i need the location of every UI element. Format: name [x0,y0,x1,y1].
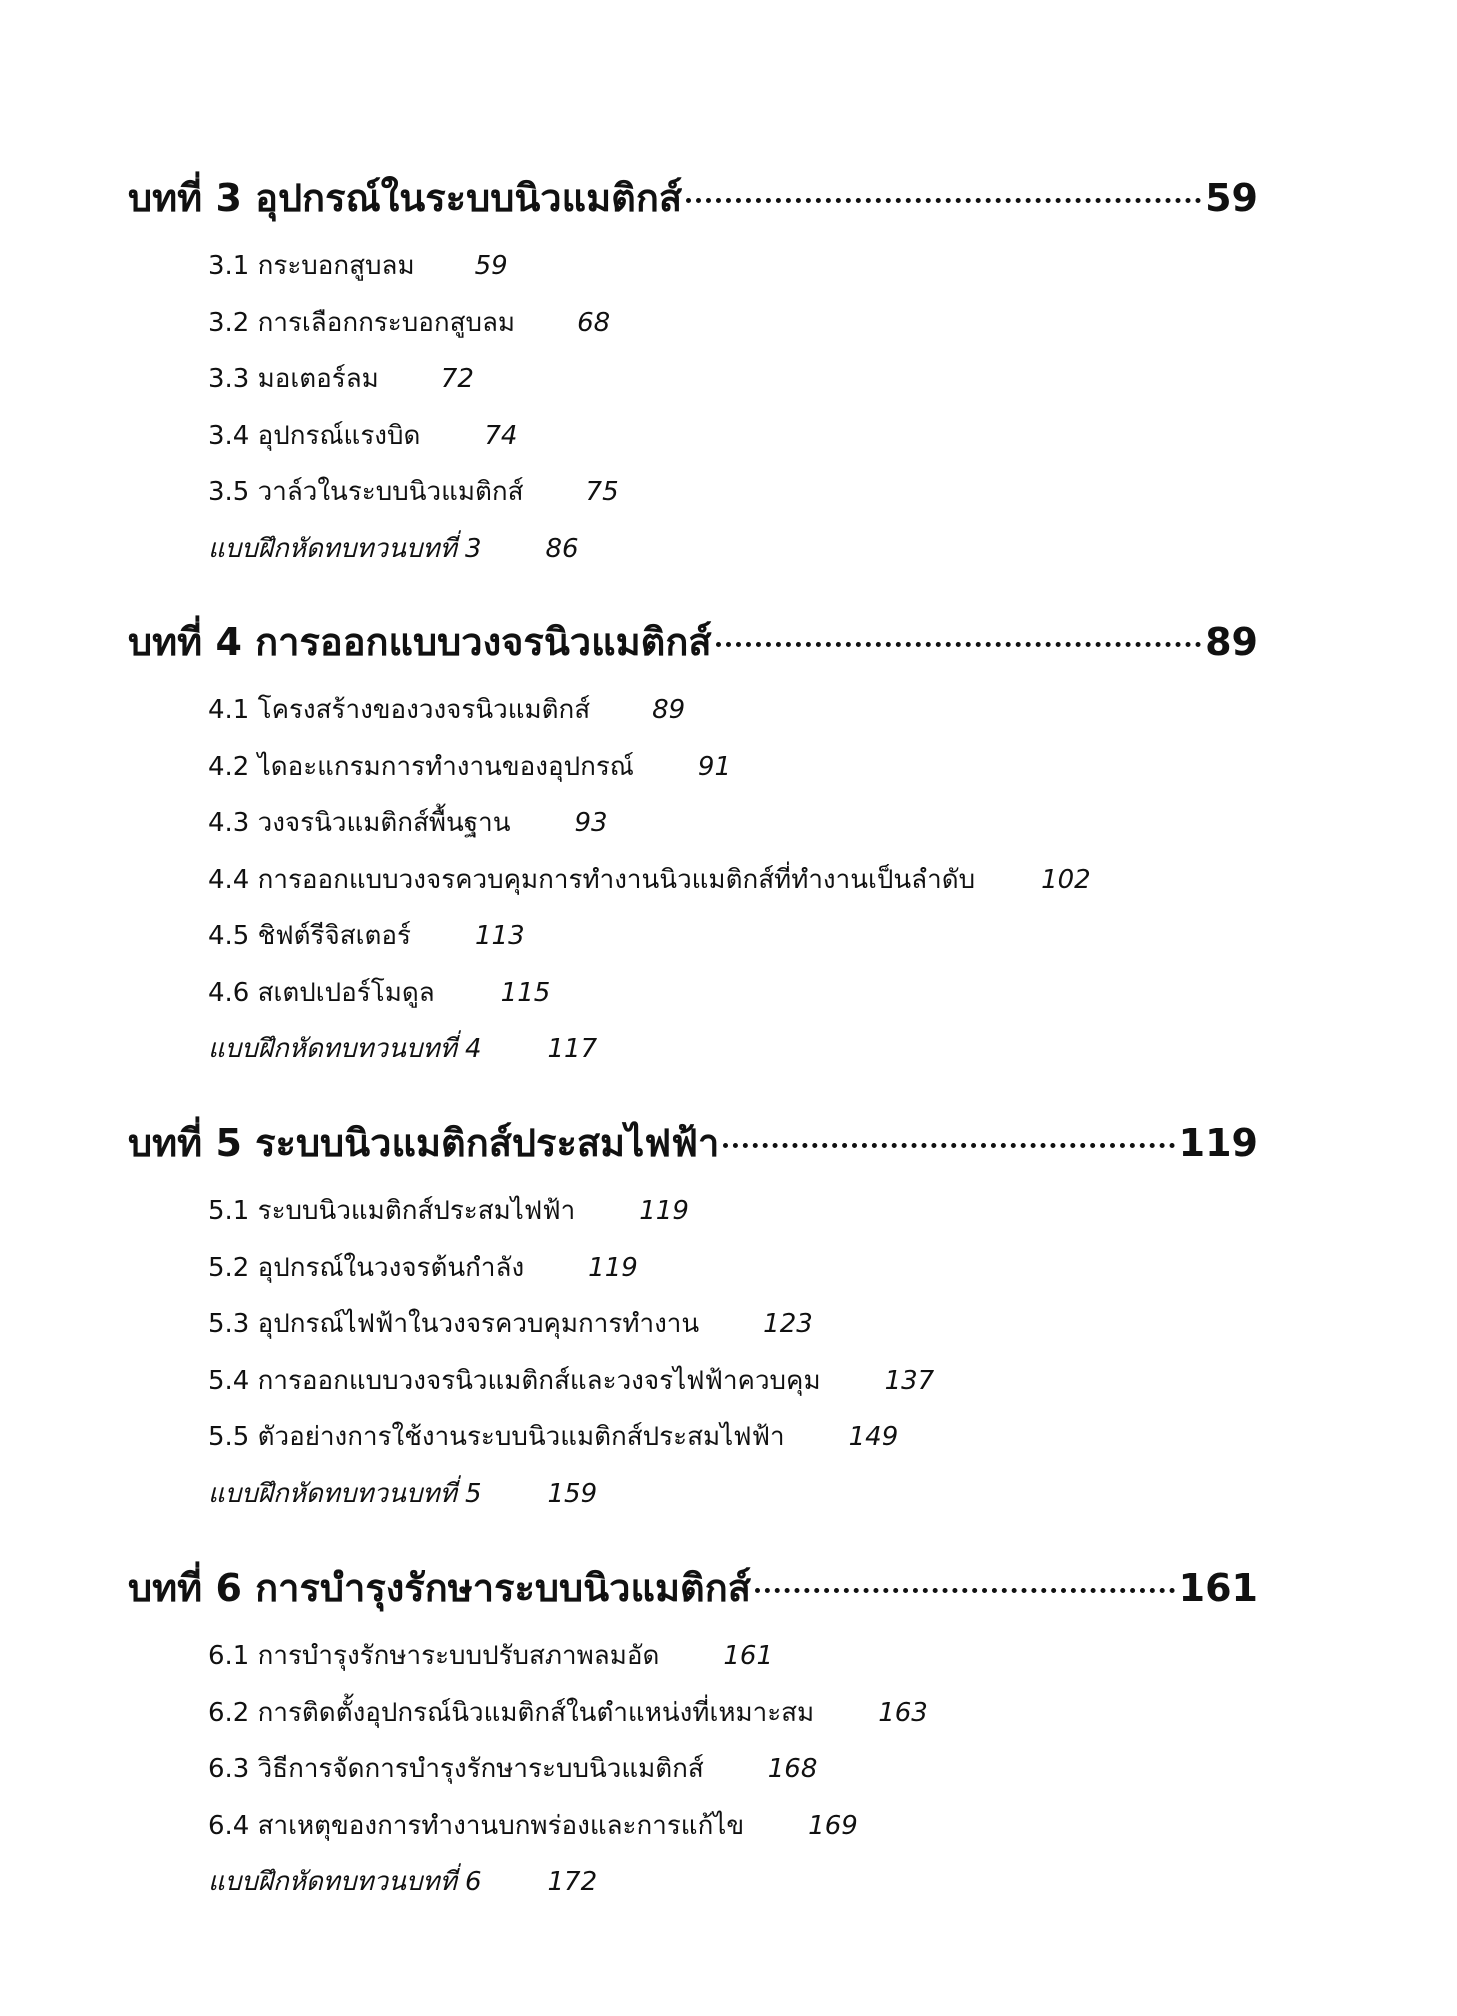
toc-entry[interactable] [208,852,1258,909]
entry-page-number: 168 [767,1754,818,1784]
chapter-entries [128,1183,1258,1522]
entry-page-number: 59 [474,251,508,281]
entry-label: 3.5 วาล์วในระบบนิวแมติกส์ [208,477,524,507]
entry-page-number: 102 [1041,864,1091,895]
entry-page-number: 123 [763,1309,813,1339]
chapter-title: บทที่ 4 การออกแบบวงจรนิวแมติกส์ [128,620,712,664]
toc-entry-exercise[interactable] [208,1854,1258,1911]
chapter-title: บทที่ 6 การบำรุงรักษาระบบนิวแมติกส์ [128,1566,751,1610]
toc-entry[interactable] [208,295,1258,352]
entry-page-number: 159 [547,1478,598,1509]
entry-page-number: 86 [545,533,579,564]
toc-entry[interactable] [208,1183,1258,1240]
entry-page-number: 75 [585,477,619,507]
chapter-heading[interactable] [128,1558,1258,1618]
toc-entry[interactable] [208,682,1258,739]
toc-entry[interactable] [208,1296,1258,1353]
entry-page-number: 119 [639,1196,689,1226]
toc-entry[interactable] [208,1685,1258,1742]
entry-label: แบบฝึกหัดทบทวนบทที่ 6 [208,1867,482,1897]
entry-page-number: 117 [547,1034,598,1064]
entry-label: 6.3 วิธีการจัดการบำรุงรักษาระบบนิวแมติกส์ [208,1754,704,1784]
entry-label: 4.4 การออกแบบวงจรควบคุมการทำงานนิวแมติกส์ที่ทำงานเป็นลำดับ [208,864,976,895]
chapter-entries [128,238,1258,577]
toc-entry[interactable] [208,1628,1258,1685]
entry-label: 4.2 ไดอะแกรมการทำงานของอุปกรณ์ [208,751,634,782]
chapter-title: บทที่ 3 อุปกรณ์ในระบบนิวแมติกส์ [128,176,683,220]
entry-label: 3.1 กระบอกสูบลม [208,251,415,281]
chapter-page-number: 119 [1178,1121,1258,1165]
toc-entry[interactable] [208,1353,1258,1410]
entry-page-number: 74 [484,420,518,451]
toc-entry[interactable] [208,238,1258,295]
chapter-page-number: 161 [1178,1566,1258,1610]
toc-entry[interactable] [208,739,1258,796]
chapter-4 [128,612,1258,1078]
entry-page-number: 172 [547,1867,598,1897]
toc-entry[interactable] [208,795,1258,852]
entry-page-number: 113 [474,921,525,951]
entry-label: 4.5 ชิฟต์รีจิสเตอร์ [208,921,411,951]
entry-label: 4.1 โครงสร้างของวงจรนิวแมติกส์ [208,695,591,725]
entry-label: แบบฝึกหัดทบทวนบทที่ 4 [208,1034,482,1064]
entry-label: 3.3 มอเตอร์ลม [208,364,379,394]
chapter-heading[interactable] [128,612,1258,672]
dot-leader [755,1588,1175,1593]
chapter-title: บทที่ 5 ระบบนิวแมติกส์ประสมไฟฟ้า [128,1121,720,1165]
entry-label: 5.1 ระบบนิวแมติกส์ประสมไฟฟ้า [208,1196,576,1226]
entry-label: 6.2 การติดตั้งอุปกรณ์นิวแมติกส์ในตำแหน่งที่เหมาะสม [208,1697,815,1728]
entry-label: 6.4 สาเหตุของการทำงานบกพร่องและการแก้ไข [208,1810,745,1841]
entry-page-number: 91 [697,751,731,782]
entry-page-number: 161 [723,1641,773,1671]
entry-label: 3.4 อุปกรณ์แรงบิด [208,420,421,451]
toc-entry[interactable] [208,1240,1258,1297]
dot-leader [723,1143,1174,1148]
toc-entry[interactable] [208,408,1258,465]
entry-label: แบบฝึกหัดทบทวนบทที่ 3 [208,533,482,564]
entry-page-number: 115 [500,977,551,1008]
chapter-3 [128,168,1258,577]
toc-entry[interactable] [208,464,1258,521]
chapter-5 [128,1113,1258,1522]
entry-label: แบบฝึกหัดทบทวนบทที่ 5 [208,1478,482,1509]
entry-page-number: 68 [577,307,611,338]
toc-entry-exercise[interactable] [208,1466,1258,1523]
chapter-heading[interactable] [128,1113,1258,1173]
entry-label: 4.6 สเตปเปอร์โมดูล [208,977,435,1008]
chapter-heading[interactable] [128,168,1258,228]
entry-label: 5.2 อุปกรณ์ในวงจรต้นกำลัง [208,1252,525,1283]
entry-label: 5.3 อุปกรณ์ไฟฟ้าในวงจรควบคุมการทำงาน [208,1309,700,1339]
entry-page-number: 93 [574,808,608,838]
chapter-entries [128,1628,1258,1911]
toc-entry[interactable] [208,1798,1258,1855]
chapter-6 [128,1558,1258,1911]
entry-label: 5.4 การออกแบบวงจรนิวแมติกส์และวงจรไฟฟ้าควบคุม [208,1365,821,1396]
toc-entry-exercise[interactable] [208,1021,1258,1078]
entry-page-number: 89 [652,695,686,725]
entry-label: 4.3 วงจรนิวแมติกส์พื้นฐาน [208,808,511,838]
entry-page-number: 72 [440,364,474,394]
chapter-page-number: 59 [1205,176,1258,220]
entry-page-number: 169 [808,1810,858,1841]
entry-label: 5.5 ตัวอย่างการใช้งานระบบนิวแมติกส์ประสมไฟฟ้า [208,1422,785,1452]
dot-leader [716,642,1202,647]
toc-entry-exercise[interactable] [208,521,1258,578]
toc-entry[interactable] [208,1409,1258,1466]
toc-entry[interactable] [208,965,1258,1022]
toc-entry[interactable] [208,1741,1258,1798]
entry-page-number: 119 [588,1252,638,1283]
entry-page-number: 163 [878,1697,928,1728]
chapter-entries [128,682,1258,1078]
entry-label: 3.2 การเลือกกระบอกสูบลม [208,307,516,338]
toc-entry[interactable] [208,351,1258,408]
entry-page-number: 149 [848,1422,899,1452]
chapter-page-number: 89 [1205,620,1258,664]
toc-entry[interactable] [208,908,1258,965]
dot-leader [686,198,1201,203]
entry-page-number: 137 [884,1365,935,1396]
entry-label: 6.1 การบำรุงรักษาระบบปรับสภาพลมอัด [208,1641,660,1671]
